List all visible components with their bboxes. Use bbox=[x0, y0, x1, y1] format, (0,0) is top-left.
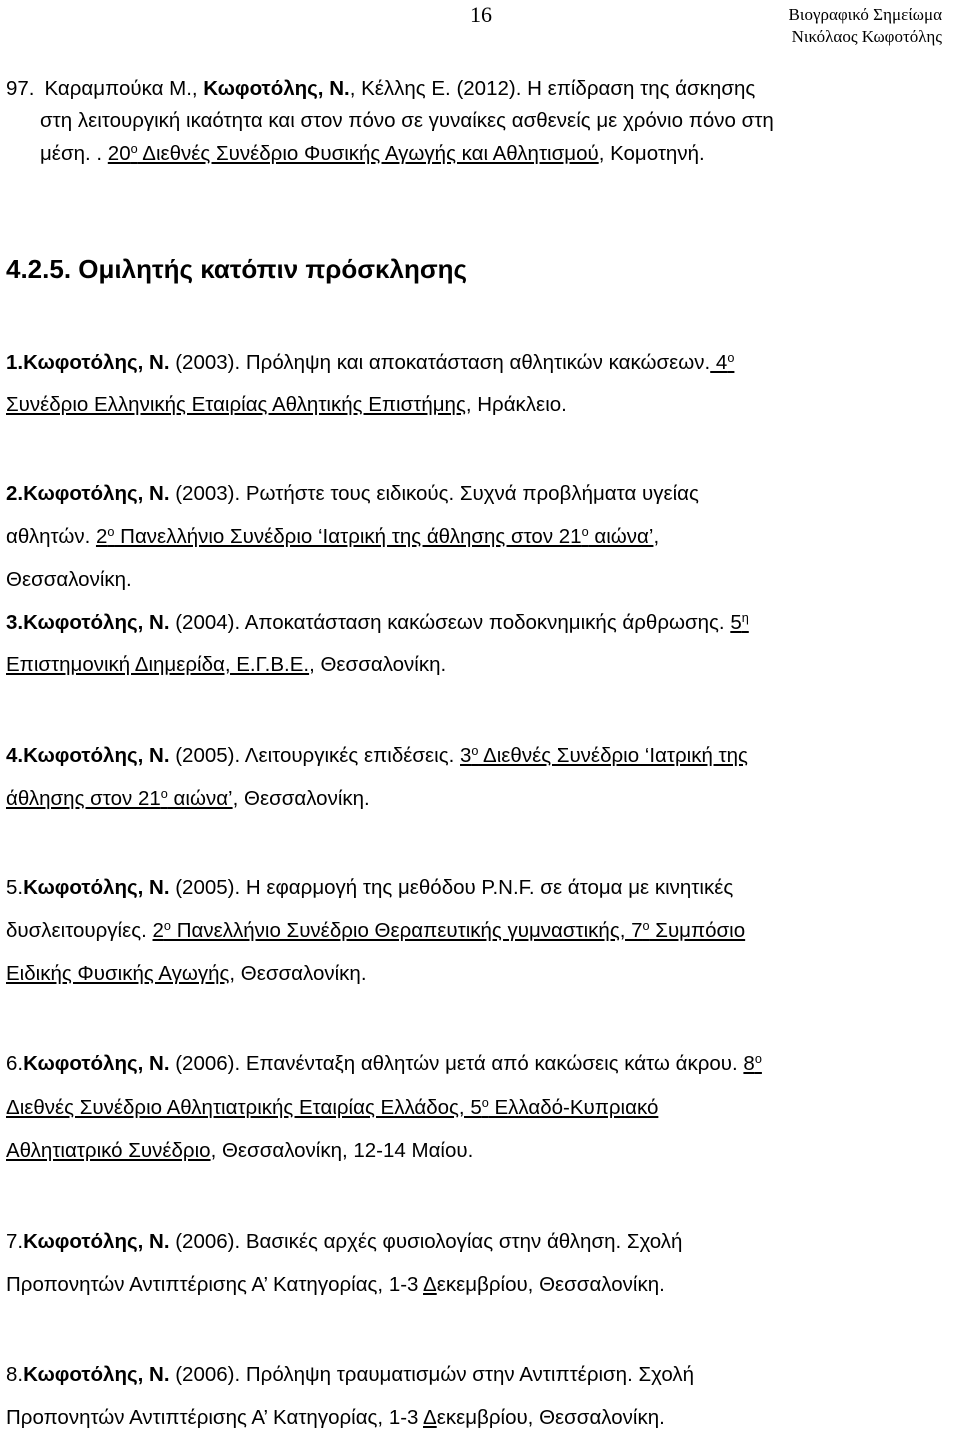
conference-name: άθλησης στον $21^o$ αιώνα’ bbox=[6, 786, 233, 810]
entry-line: Προπονητών Αντιπτέρισης Α’ Κατηγορίας, 1-3 Δεκεμβρίου, Θεσσαλονίκη. bbox=[6, 1406, 665, 1429]
conference-name: $2^o$ Πανελλήνιο Συνέδριο Θεραπευτικής γυμναστικής, $7^o$ Συμπόσιο bbox=[152, 918, 746, 942]
conference-name: $20^o$ Διεθνές Συνέδριο Φυσικής Αγωγής και Αθλητισμού bbox=[107, 141, 599, 165]
entry-line: Ειδικής Φυσικής Αγωγής, Θεσσαλονίκη. bbox=[6, 962, 367, 985]
page-number: 16 bbox=[470, 2, 492, 27]
entry-line: δυσλειτουργίες. $2^o$ Πανελλήνιο Συνέδριο Θεραπευτικής γυμναστικής, $7^o$ Συμπόσιο bbox=[6, 918, 746, 942]
entry-number: 3. bbox=[6, 611, 24, 634]
entry-number: 2. bbox=[6, 482, 24, 505]
entry-number: 6. bbox=[6, 1052, 24, 1075]
entry-97-line3 bbox=[40, 137, 705, 170]
entry-line: Αθλητιατρικό Συνέδριο, Θεσσαλονίκη, 12-14 Μαίου. bbox=[6, 1139, 474, 1162]
author-bold: Κωφοτόλης, Ν. bbox=[23, 744, 170, 767]
author-bold: Κωφοτόλης, Ν. bbox=[23, 611, 170, 634]
entry-line: 8.Κωφοτόλης, Ν. (2006). Πρόληψη τραυματισμών στην Αντιπτέριση. Σχολή bbox=[6, 1363, 695, 1386]
doc-title: Βιογραφικό Σημείωμα bbox=[788, 5, 942, 24]
running-header bbox=[789, 4, 942, 48]
entry-line: 5.Κωφοτόλης, Ν. (2005). Η εφαρμογή της μεθόδου P.N.F. σε άτομα με κινητικές bbox=[6, 876, 734, 899]
author-bold: Κωφοτόλης, Ν. bbox=[23, 876, 170, 899]
entry-number: 1. bbox=[6, 351, 24, 374]
entry-number: 97. bbox=[6, 77, 35, 100]
entry-line: 3.Κωφοτόλης, Ν. (2004). Αποκατάσταση κακώσεων ποδοκνημικής άρθρωσης. $5^\eta$ bbox=[6, 610, 749, 634]
entry-number: 7. bbox=[6, 1230, 24, 1253]
entry-text: Καραμπούκα Μ., bbox=[44, 77, 204, 100]
author-bold: Κωφοτόλης, Ν. bbox=[23, 1052, 170, 1075]
entry-line: 6.Κωφοτόλης, Ν. (2006). Επανένταξη αθλητών μετά από κακώσεις κάτω άκρου. $8^o$ bbox=[6, 1051, 762, 1075]
entry-line: Επιστημονική Διημερίδα, Ε.Γ.Β.Ε., Θεσσαλονίκη. bbox=[6, 653, 447, 676]
author-bold: Κωφοτόλης, Ν. bbox=[23, 1363, 170, 1386]
section-heading: 4.2.5. Ομιλητής κατόπιν πρόσκλησης bbox=[6, 254, 468, 284]
entry-line: 7.Κωφοτόλης, Ν. (2006). Βασικές αρχές φυσιολογίας στην άθληση. Σχολή bbox=[6, 1230, 683, 1253]
conference-name: Συνέδριο Ελληνικής Εταιρίας Αθλητικής Επιστήμης bbox=[6, 393, 466, 416]
entry-text: , Κομοτηνή. bbox=[598, 142, 705, 165]
conference-name: Διεθνές Συνέδριο Αθλητιατρικής Εταιρίας Ελλάδος, $5^o$ Ελλαδό-Κυπριακό bbox=[6, 1095, 659, 1119]
entry-line: αθλητών. $2^o$ Πανελλήνιο Συνέδριο ‘Ιατρική της άθλησης στον $21^o$ αιώνα’, bbox=[6, 524, 660, 548]
entry-line: Συνέδριο Ελληνικής Εταιρίας Αθλητικής Επιστήμης, Ηράκλειο. bbox=[6, 393, 567, 416]
entry-text: μέση. . bbox=[40, 142, 108, 165]
conference-name: Ειδικής Φυσικής Αγωγής bbox=[6, 962, 230, 985]
author-name: Νικόλαος Κωφοτόλης bbox=[791, 27, 942, 46]
entry-number: 8. bbox=[6, 1363, 24, 1386]
entry-line: άθλησης στον $21^o$ αιώνα’, Θεσσαλονίκη. bbox=[6, 786, 370, 810]
entry-97-line2: στη λειτουργική ικαότητα και στον πόνο σε γυναίκες ασθενείς με χρόνιο πόνο στη bbox=[40, 109, 774, 132]
entry-number: 4. bbox=[6, 744, 24, 767]
entry-line: Προπονητών Αντιπτέρισης Α’ Κατηγορίας, 1-3 Δεκεμβρίου, Θεσσαλονίκη. bbox=[6, 1273, 665, 1296]
entry-number: 5. bbox=[6, 876, 24, 899]
conference-name: Αθλητιατρικό Συνέδριο bbox=[6, 1139, 211, 1162]
conference-name: Επιστημονική Διημερίδα, Ε.Γ.Β.Ε. bbox=[6, 653, 310, 676]
author-bold: Κωφοτόλης, Ν. bbox=[23, 351, 170, 374]
author-bold: Κωφοτόλης, Ν. bbox=[203, 77, 350, 100]
entry-line bbox=[6, 1091, 658, 1124]
entry-line: Θεσσαλονίκη. bbox=[6, 568, 132, 591]
author-bold: Κωφοτόλης, Ν. bbox=[23, 1230, 170, 1253]
entry-text: , Κέλλης Ε. (2012). Η επίδραση της άσκησης bbox=[349, 77, 756, 100]
entry-97-line1 bbox=[6, 72, 755, 105]
entry-line: 1.Κωφοτόλης, Ν. (2003). Πρόληψη και αποκατάσταση αθλητικών κακώσεων. $4^o$ bbox=[6, 350, 735, 374]
entry-line: 4.Κωφοτόλης, Ν. (2005). Λειτουργικές επιδέσεις. $3^o$ Διεθνές Συνέδριο ‘Ιατρική της bbox=[6, 743, 748, 767]
entry-line: 2.Κωφοτόλης, Ν. (2003). Ρωτήστε τους ειδικούς. Συχνά προβλήματα υγείας bbox=[6, 482, 699, 505]
author-bold: Κωφοτόλης, Ν. bbox=[23, 482, 170, 505]
conference-name: $3^o$ Διεθνές Συνέδριο ‘Ιατρική της bbox=[460, 743, 748, 767]
conference-name: $2^o$ Πανελλήνιο Συνέδριο ‘Ιατρική της άθλησης στον $21^o$ αιώνα’ bbox=[95, 524, 654, 548]
